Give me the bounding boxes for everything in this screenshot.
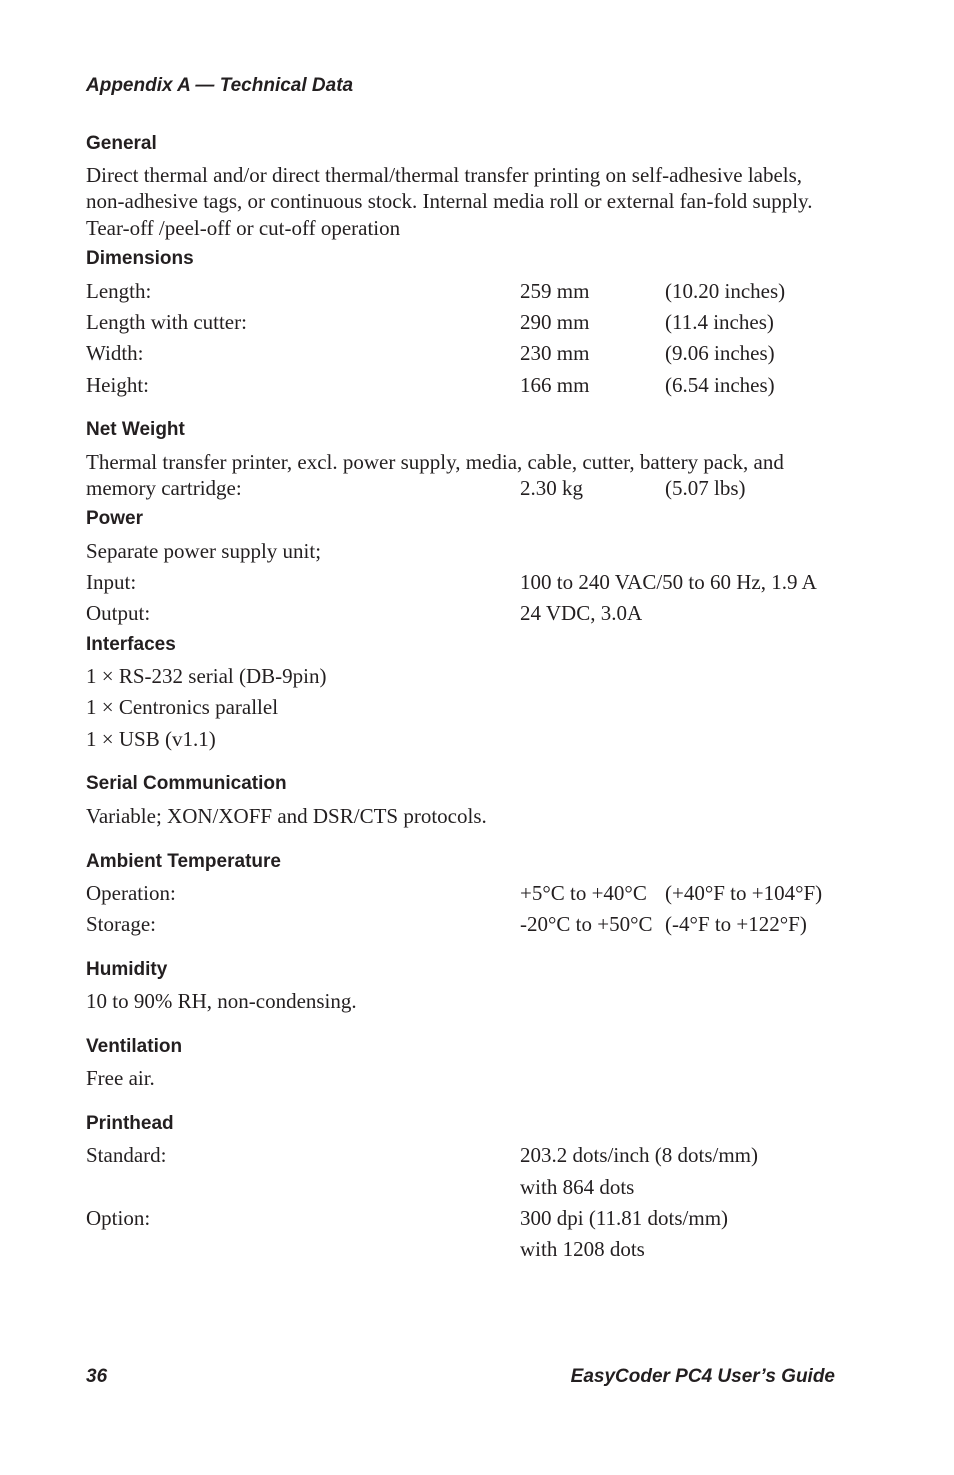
net-weight-label: memory cartridge: (86, 476, 242, 500)
section-heading-net-weight: Net Weight (86, 419, 185, 440)
section-heading-general: General (86, 133, 157, 154)
dimension-imperial: (6.54 inches) (665, 373, 775, 397)
ambient-fahrenheit: (+40°F to +104°F) (665, 881, 823, 905)
power-value: 100 to 240 VAC/50 to 60 Hz, 1.9 A (520, 570, 817, 594)
net-weight-metric: 2.30 kg (520, 476, 583, 500)
dimension-metric: 166 mm (520, 373, 590, 397)
guide-title: EasyCoder PC4 User’s Guide (570, 1366, 835, 1387)
printhead-label: Option: (86, 1206, 151, 1230)
ambient-celsius: +5°C to +40°C (520, 881, 647, 905)
general-line-3: Tear-off /peel-off or cut-off operation (86, 216, 401, 240)
section-heading-serial-communication: Serial Communication (86, 773, 287, 794)
interface-item: 1 × USB (v1.1) (86, 727, 216, 751)
power-value: 24 VDC, 3.0A (520, 601, 643, 625)
general-line-2: non-adhesive tags, or continuous stock. Internal media roll or external fan-fold supply. (86, 189, 813, 213)
power-note: Separate power supply unit; (86, 539, 322, 563)
net-weight-line-1: Thermal transfer printer, excl. power supply, media, cable, cutter, battery pack, and (86, 450, 784, 474)
dimension-label: Height: (86, 373, 149, 397)
serial-text: Variable; XON/XOFF and DSR/CTS protocols. (86, 804, 487, 828)
section-heading-power: Power (86, 508, 144, 529)
ambient-celsius: -20°C to +50°C (520, 912, 653, 936)
ambient-fahrenheit: (-4°F to +122°F) (665, 912, 807, 936)
interface-item: 1 × RS-232 serial (DB-9pin) (86, 664, 327, 688)
printhead-value-detail: with 864 dots (520, 1175, 635, 1199)
section-heading-printhead: Printhead (86, 1113, 174, 1134)
section-heading-interfaces: Interfaces (86, 634, 176, 655)
dimension-label: Length: (86, 279, 152, 303)
section-heading-ambient-temperature: Ambient Temperature (86, 851, 281, 872)
dimension-metric: 259 mm (520, 279, 590, 303)
net-weight-imperial: (5.07 lbs) (665, 476, 746, 500)
interface-item: 1 × Centronics parallel (86, 695, 279, 719)
section-heading-humidity: Humidity (86, 959, 168, 980)
printhead-value-detail: with 1208 dots (520, 1237, 645, 1261)
dimension-imperial: (11.4 inches) (665, 310, 774, 334)
printhead-value: 300 dpi (11.81 dots/mm) (520, 1206, 729, 1230)
dimension-imperial: (9.06 inches) (665, 341, 775, 365)
ambient-label: Storage: (86, 912, 156, 936)
ventilation-text: Free air. (86, 1066, 155, 1090)
section-heading-ventilation: Ventilation (86, 1036, 183, 1057)
power-label: Input: (86, 570, 137, 594)
page-number: 36 (86, 1366, 108, 1387)
dimension-imperial: (10.20 inches) (665, 279, 786, 303)
printhead-value: 203.2 dots/inch (8 dots/mm) (520, 1143, 758, 1167)
dimension-metric: 290 mm (520, 310, 590, 334)
humidity-text: 10 to 90% RH, non-condensing. (86, 989, 357, 1013)
section-heading-dimensions: Dimensions (86, 248, 194, 269)
dimension-label: Length with cutter: (86, 310, 247, 334)
dimension-label: Width: (86, 341, 144, 365)
running-header: Appendix A — Technical Data (86, 75, 354, 96)
printhead-label: Standard: (86, 1143, 167, 1167)
power-label: Output: (86, 601, 151, 625)
ambient-label: Operation: (86, 881, 176, 905)
general-line-1: Direct thermal and/or direct thermal/thermal transfer printing on self-adhesive labels, (86, 163, 803, 187)
dimension-metric: 230 mm (520, 341, 590, 365)
